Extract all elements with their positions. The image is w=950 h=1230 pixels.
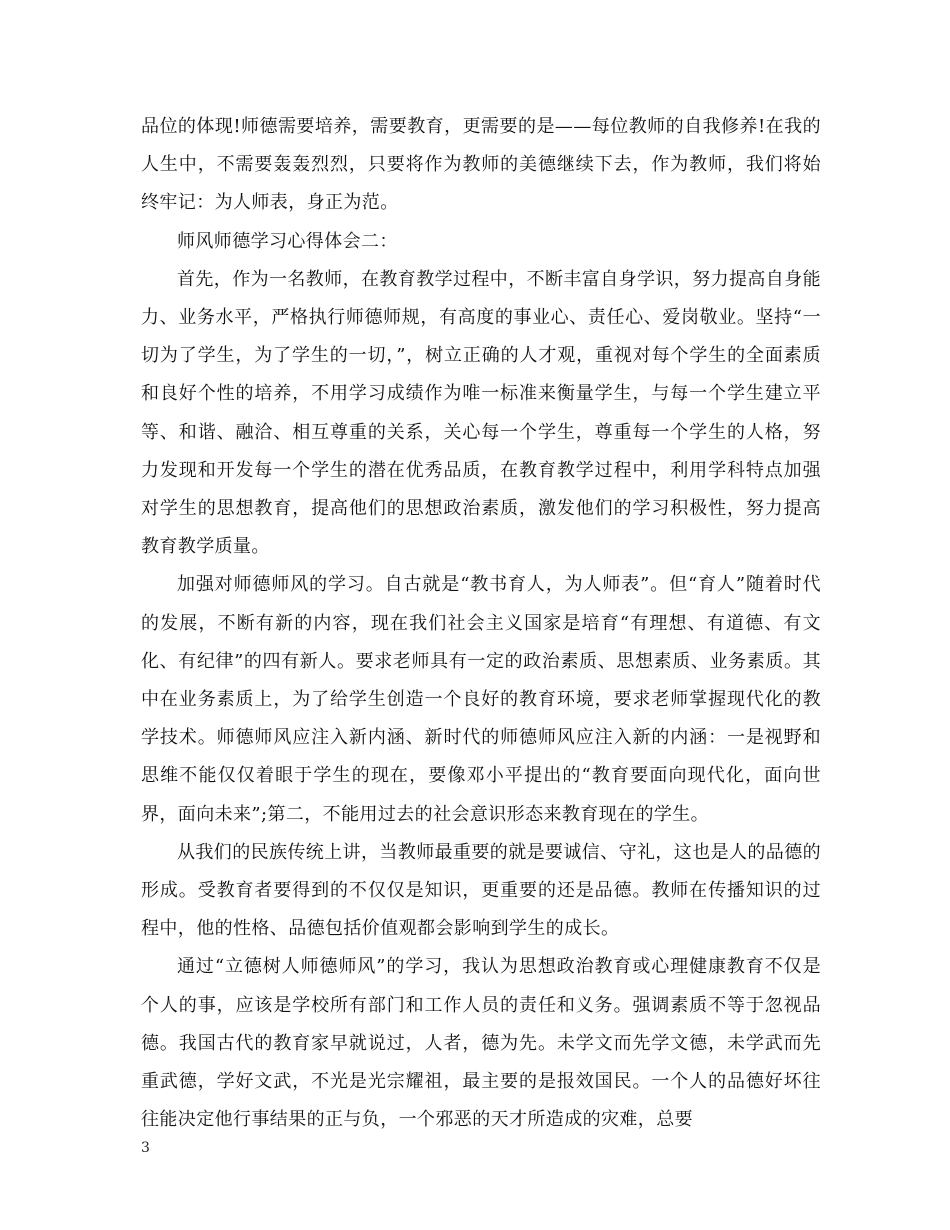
paragraph: 加强对师德师风的学习。自古就是“教书育人，为人师表”。但“育人”随着时代的发展，不断有新的内容，现在我们社会主义国家是培育“有理想、有道德、有文化、有纪律”的四有新人。要求老师具有一定的政治素质、思想素质、业务素质。其中在业务素质上，为了给学生创造一个良好的教育环境，要求老师掌握现代化的教学技术。师德师风应注入新内涵、新时代的师德师风应注入新的内涵：一是视野和思维不能仅仅着眼于学生的现在，要像邓小平提出的“教育要面向现代化，面向世界，面向未来”;第二，不能用过去的社会意识形态来教育现在的学生。 — [141, 574, 821, 825]
page-number: 3 — [141, 1140, 150, 1156]
document-body — [141, 108, 821, 1139]
section-heading: 师风师德学习心得体会二： — [177, 230, 398, 252]
paragraph: 首先，作为一名教师，在教育教学过程中，不断丰富自身学识，努力提高自身能力、业务水平，严格执行师德师规，有高度的事业心、责任心、爱岗敬业。坚持“一切为了学生，为了学生的一切，”，树立正确的人才观，重视对每个学生的全面素质和良好个性的培养，不用学习成绩作为唯一标准来衡量学生，与每一个学生建立平等、和谐、融洽、相互尊重的关系，关心每一个学生，尊重每一个学生的人格，努力发现和开发每一个学生的潜在优秀品质，在教育教学过程中，利用学科特点加强对学生的思想教育，提高他们的思想政治素质，激发他们的学习积极性，努力提高教育教学质量。 — [141, 268, 821, 558]
paragraph: 通过“立德树人师德师风”的学习，我认为思想政治教育或心理健康教育不仅是个人的事，应该是学校所有部门和工作人员的责任和义务。强调素质不等于忽视品德。我国古代的教育家早就说过，人者，德为先。未学文而先学文德，未学武而先重武德，学好文武，不光是光宗耀祖，最主要的是报效国民。一个人的品德好坏往往能决定他行事结果的正与负，一个邪恶的天才所造成的灾难，总要 — [141, 956, 821, 1131]
paragraph-continuation: 品位的体现!师德需要培养，需要教育，更需要的是——每位教师的自我修养!在我的人生中，不需要轰轰烈烈，只要将作为教师的美德继续下去，作为教师，我们将始终牢记：为人师表，身正为范。 — [141, 116, 821, 214]
paragraph: 从我们的民族传统上讲，当教师最重要的就是要诚信、守礼，这也是人的品德的形成。受教育者要得到的不仅仅是知识，更重要的还是品德。教师在传播知识的过程中，他的性格、品德包括价值观都会影响到学生的成长。 — [141, 841, 821, 940]
